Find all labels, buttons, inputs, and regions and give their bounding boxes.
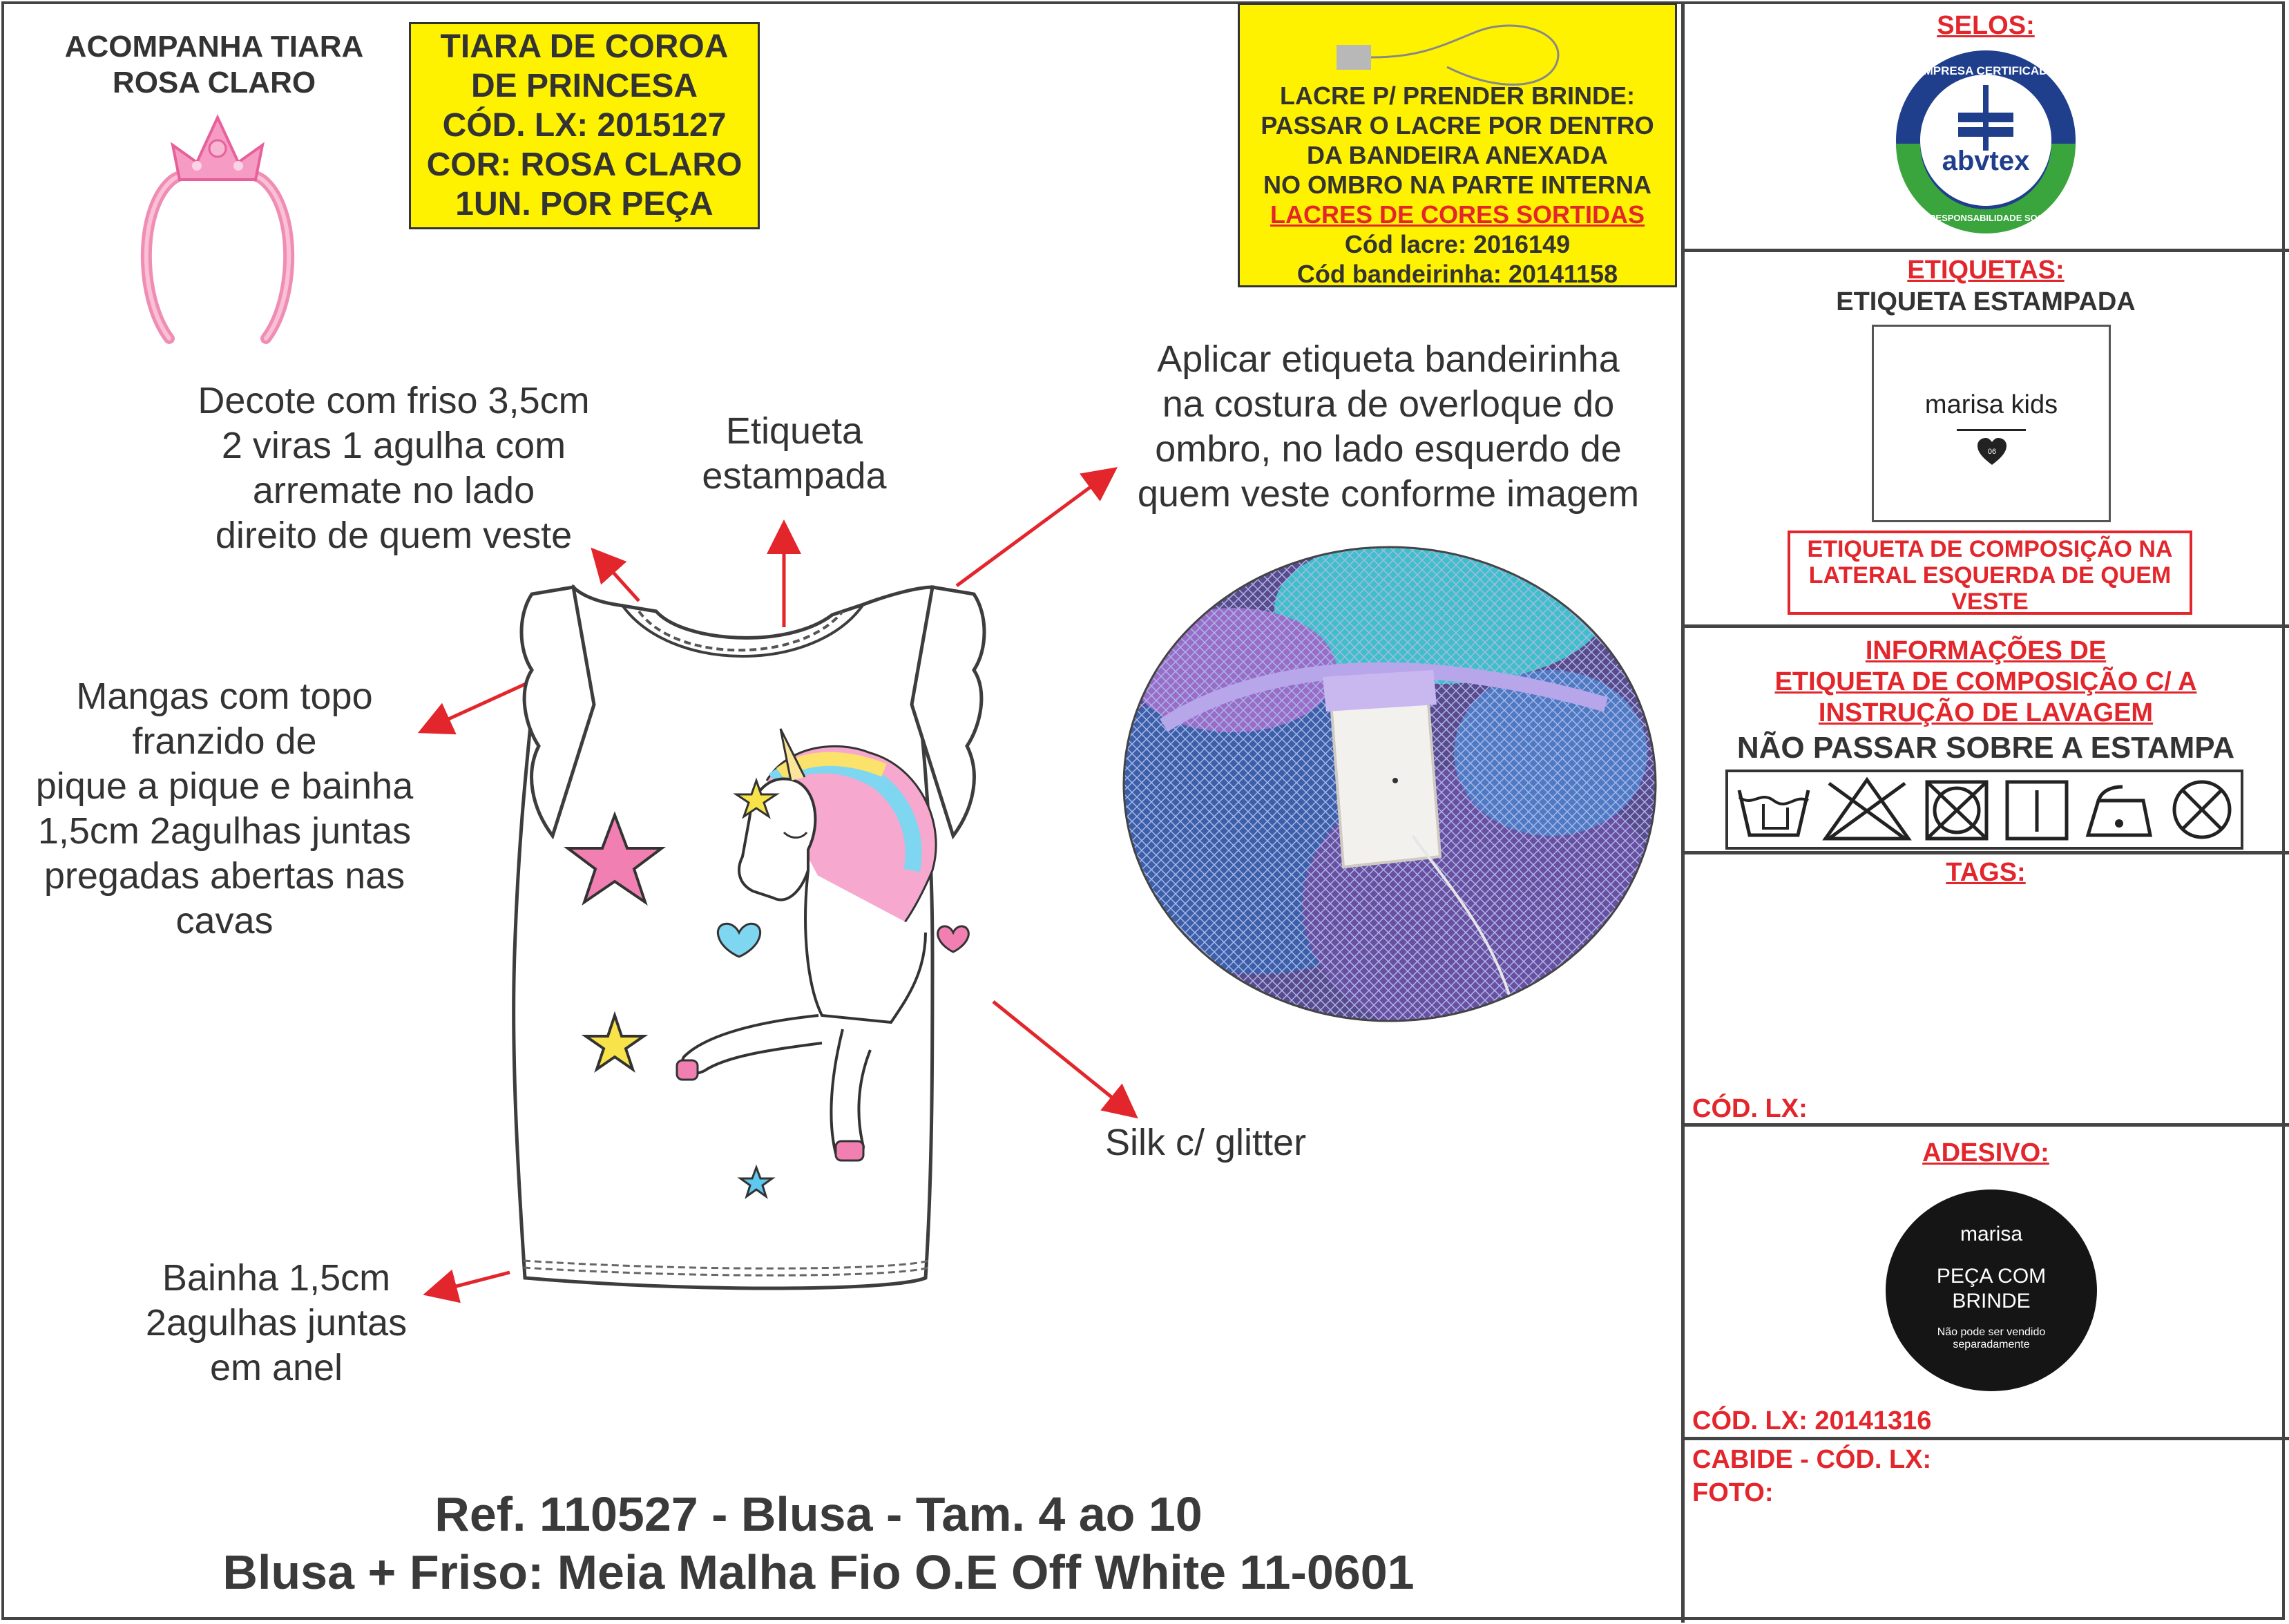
sticker-small: Não pode ser vendido [1937,1326,2046,1338]
note-line: Mangas com topo [76,676,373,717]
lacre-box-highlight: LACRES DE CORES SORTIDAS [1270,200,1645,229]
section-divider [1683,1437,2289,1440]
note-line: pique a pique e bainha [35,765,414,807]
note-line: Etiqueta [725,410,863,452]
selos-title: SELOS: [1937,11,2035,40]
note-line: franzido de [132,720,317,762]
seal-brand: abvtex [1942,146,2030,176]
printed-label-preview [1872,325,2111,522]
care-symbols [1725,770,2243,850]
brinde-sticker [1886,1190,2097,1391]
lacre-box-line: PASSAR O LACRE POR DENTRO [1261,111,1654,140]
seal-bottom-text: EM RESPONSABILIDADE SOCIAL [1913,213,2059,223]
note-line: em anel [209,1347,343,1388]
note-line: arremate no lado [252,470,535,511]
note-line: Decote com friso 3,5cm [198,380,590,421]
etiqueta-estampada-label: ETIQUETA ESTAMPADA [1836,287,2136,316]
section-divider [1683,624,2289,628]
footer [0,1485,1637,1601]
note-line: direito de quem veste [215,515,573,556]
lacre-box-line: Cód lacre: 2016149 [1344,230,1571,258]
composicao-line: ETIQUETA DE COMPOSIÇÃO NA [1807,536,2173,562]
footer-fabric: Blusa + Friso: Meia Malha Fio O.E Off White 11-0601 [222,1545,1415,1599]
section-divider [1683,851,2289,854]
note-line: cavas [175,900,274,942]
nao-passar-warning: NÃO PASSAR SOBRE A ESTAMPA [1736,731,2235,765]
tags-cod-label: CÓD. LX: [1692,1094,1808,1123]
note-line: 2 viras 1 agulha com [221,425,566,466]
cabide-label: CABIDE - CÓD. LX: [1692,1445,1932,1474]
label-brand: marisa kids [1924,390,2058,419]
info-title [1685,636,2286,729]
label-divider [1957,429,2026,431]
composicao-note [1788,531,2192,615]
sticker-line: BRINDE [1952,1290,2031,1312]
sticker-small: separadamente [1953,1339,2030,1350]
tiara-box-line: TIARA DE COROA [440,28,729,65]
note-line: pregadas abertas nas [44,855,405,897]
adesivo-title: ADESIVO: [1922,1138,2049,1167]
tshirt-illustration [477,573,1098,1319]
lacre-box-line: NO OMBRO NA PARTE INTERNA [1263,171,1651,199]
lacre-box-line: DA BANDEIRA ANEXADA [1306,141,1608,169]
adesivo-cod-label: CÓD. LX: 20141316 [1692,1406,1932,1435]
lacre-box-line: Cód bandeirinha: 20141158 [1296,260,1618,288]
note-line: Aplicar etiqueta bandeirinha [1157,338,1620,380]
info-title-line: ETIQUETA DE COMPOSIÇÃO C/ A [1774,667,2197,696]
note-line: Bainha 1,5cm [162,1257,391,1299]
label-size: 06 [1987,448,1997,456]
tags-title: TAGS: [1946,858,2026,887]
sidebar-divider [1681,1,1685,1623]
note-line: 1,5cm 2agulhas juntas [37,810,412,852]
note-line: ombro, no lado esquerdo de [1155,428,1622,470]
foto-label: FOTO: [1692,1478,1774,1507]
sticker-brand: marisa [1960,1223,2022,1245]
composicao-line: LATERAL ESQUERDA DE QUEM [1808,562,2172,589]
note-silk: Silk c/ glitter [1105,1122,1307,1163]
tiara-caption-line: ROSA CLARO [112,66,316,99]
etiquetas-title: ETIQUETAS: [1907,256,2065,285]
composicao-line: VESTE [1951,589,2029,615]
tiara-box-line: DE PRINCESA [470,68,698,104]
footer-ref: Ref. 110527 - Blusa - Tam. 4 ao 10 [434,1487,1203,1541]
note-line: quem veste conforme imagem [1137,473,1640,515]
sticker-line: PEÇA COM [1936,1265,2047,1288]
tiara-box-line: COR: ROSA CLARO [426,146,743,183]
tiara-caption-line: ACOMPANHA TIARA [64,30,364,64]
note-line: 2agulhas juntas [145,1302,408,1344]
note-line: estampada [702,455,887,497]
info-title-line: INSTRUÇÃO DE LAVAGEM [1818,698,2154,727]
lacre-box-line: LACRE P/ PRENDER BRINDE: [1279,82,1636,110]
tiara-box-line: CÓD. LX: 2015127 [442,107,727,144]
section-divider [1683,249,2289,252]
label-closeup-photo [1122,546,1658,1022]
abvtex-seal [1886,47,2086,233]
tiara-box-line: 1UN. POR PEÇA [455,186,713,222]
heart-icon [1976,437,2008,466]
note-line: na costura de overloque do [1162,383,1615,425]
seal-top-text: EMPRESA CERTIFICADA [1915,64,2056,77]
info-title-line: INFORMAÇÕES DE [1865,636,2107,665]
